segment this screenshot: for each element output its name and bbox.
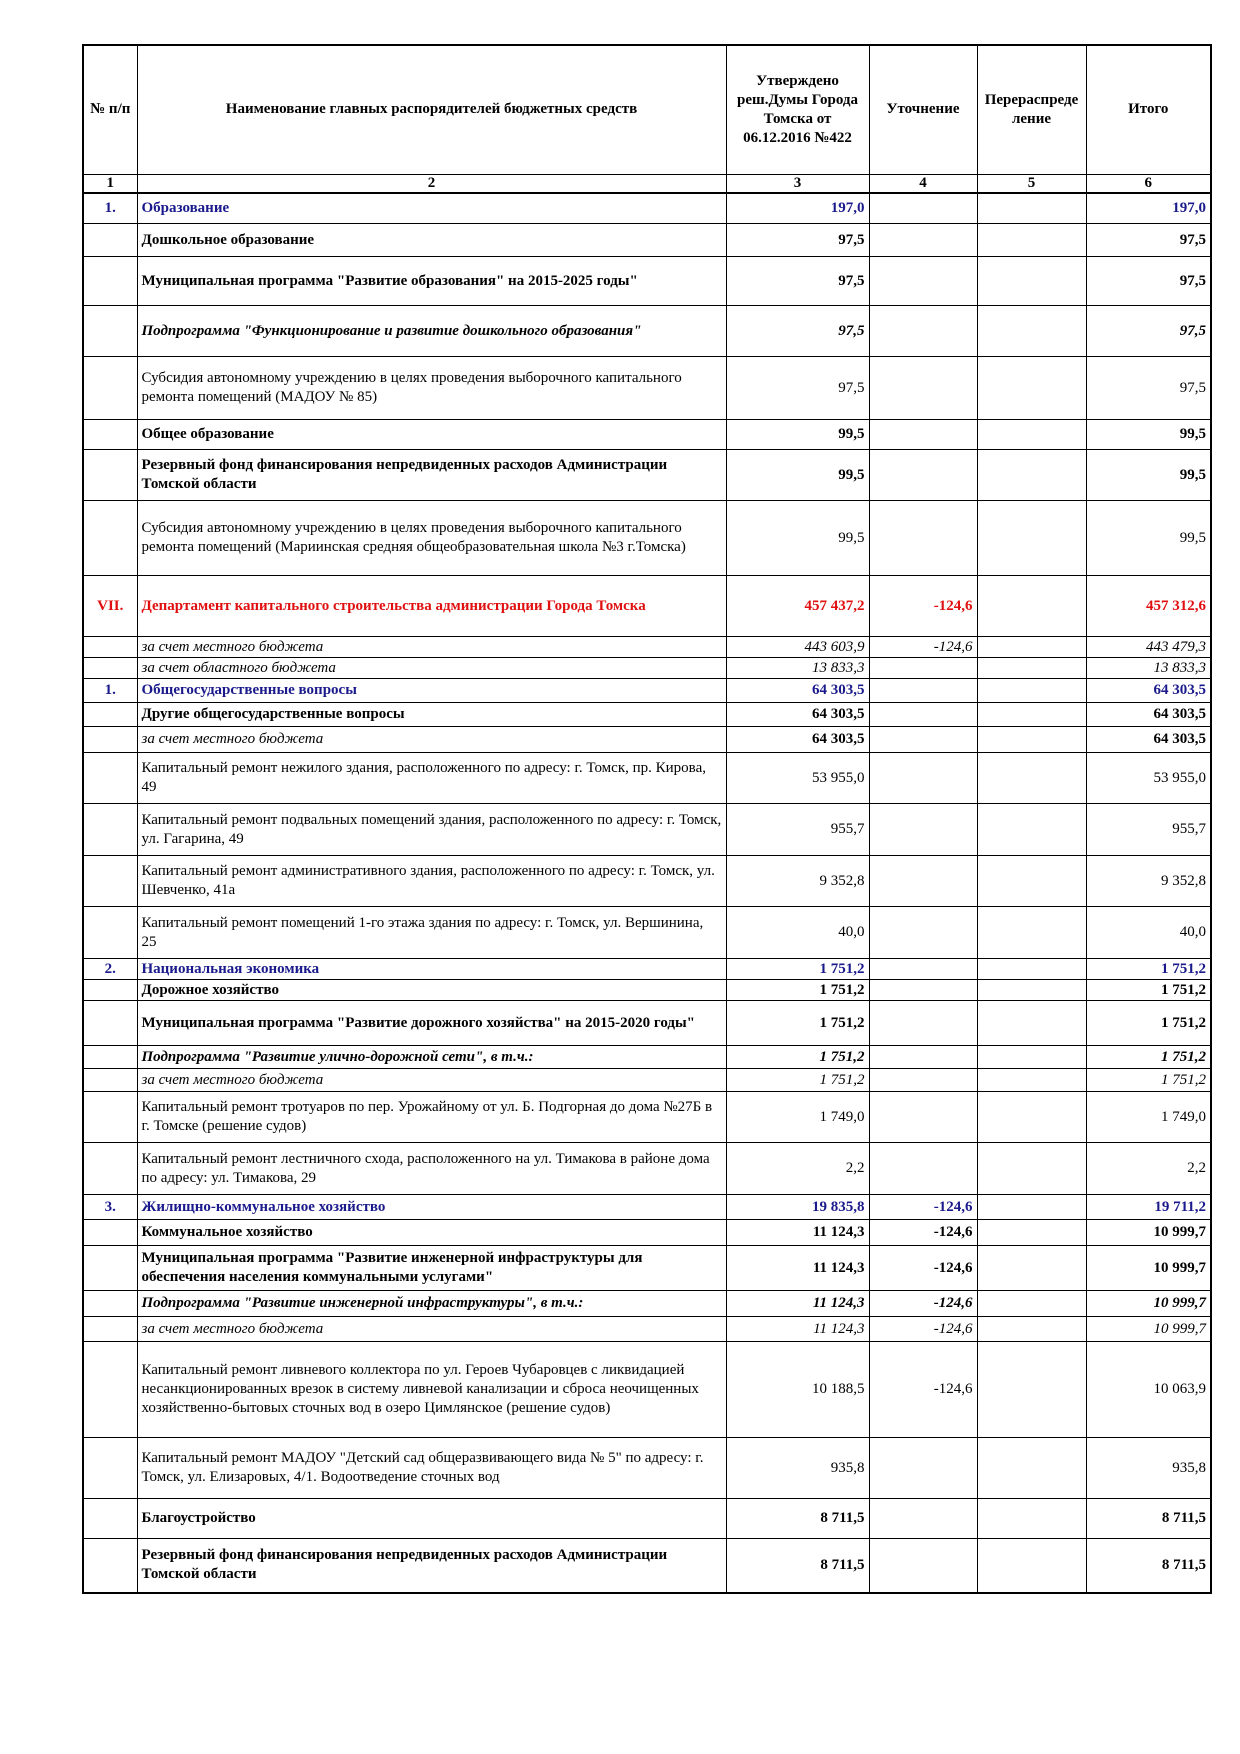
row-clarification: -124,6 [869, 1195, 977, 1220]
column-number: 4 [869, 174, 977, 193]
row-redistribution [977, 658, 1086, 679]
row-approved: 64 303,5 [726, 703, 869, 727]
row-clarification [869, 679, 977, 703]
row-number [83, 450, 137, 501]
row-name: Департамент капитального строительства администрации Города Томска [137, 576, 726, 637]
row-number [83, 306, 137, 357]
table-row [83, 257, 1211, 306]
row-redistribution [977, 856, 1086, 907]
row-number [83, 501, 137, 576]
row-redistribution [977, 357, 1086, 420]
row-approved: 8 711,5 [726, 1539, 869, 1593]
row-approved: 11 124,3 [726, 1220, 869, 1246]
row-name: Резервный фонд финансирования непредвиденных расходов Администрации Томской области [137, 1539, 726, 1593]
row-total: 64 303,5 [1086, 703, 1211, 727]
row-approved: 97,5 [726, 357, 869, 420]
table-row [83, 306, 1211, 357]
row-clarification: -124,6 [869, 576, 977, 637]
row-redistribution [977, 224, 1086, 257]
table-row [83, 804, 1211, 856]
row-name: Капитальный ремонт тротуаров по пер. Урожайному от ул. Б. Подгорная до дома №27Б в г. Томске (решение судов) [137, 1092, 726, 1143]
row-approved: 99,5 [726, 501, 869, 576]
row-redistribution [977, 1438, 1086, 1499]
row-name: Дорожное хозяйство [137, 980, 726, 1001]
row-name: Подпрограмма "Развитие улично-дорожной сети", в т.ч.: [137, 1046, 726, 1069]
table-row [83, 753, 1211, 804]
table-row [83, 193, 1211, 224]
table-row [83, 679, 1211, 703]
table-row [83, 1092, 1211, 1143]
row-approved: 935,8 [726, 1438, 869, 1499]
row-total: 2,2 [1086, 1143, 1211, 1195]
row-clarification [869, 357, 977, 420]
row-name: Национальная экономика [137, 959, 726, 980]
row-number [83, 224, 137, 257]
row-name: Муниципальная программа "Развитие образования" на 2015-2025 годы" [137, 257, 726, 306]
row-total: 10 999,7 [1086, 1317, 1211, 1342]
row-clarification: -124,6 [869, 1246, 977, 1291]
row-total: 40,0 [1086, 907, 1211, 959]
row-redistribution [977, 1092, 1086, 1143]
row-clarification [869, 856, 977, 907]
row-name: Общее образование [137, 420, 726, 450]
row-clarification [869, 1092, 977, 1143]
row-clarification [869, 193, 977, 224]
row-approved: 64 303,5 [726, 679, 869, 703]
row-total: 1 751,2 [1086, 1069, 1211, 1092]
row-redistribution [977, 306, 1086, 357]
table-row [83, 357, 1211, 420]
row-redistribution [977, 637, 1086, 658]
row-name: Муниципальная программа "Развитие инженерной инфраструктуры для обеспечения населения коммунальными услугами" [137, 1246, 726, 1291]
row-redistribution [977, 907, 1086, 959]
row-number [83, 357, 137, 420]
row-number [83, 1001, 137, 1046]
row-clarification [869, 703, 977, 727]
table-row [83, 450, 1211, 501]
row-redistribution [977, 193, 1086, 224]
row-total: 10 063,9 [1086, 1342, 1211, 1438]
row-redistribution [977, 450, 1086, 501]
row-total: 19 711,2 [1086, 1195, 1211, 1220]
row-number [83, 658, 137, 679]
table-row [83, 637, 1211, 658]
row-clarification [869, 1438, 977, 1499]
row-approved: 11 124,3 [726, 1317, 869, 1342]
column-number: 3 [726, 174, 869, 193]
table-row [83, 703, 1211, 727]
row-redistribution [977, 1342, 1086, 1438]
row-clarification: -124,6 [869, 1317, 977, 1342]
row-total: 64 303,5 [1086, 679, 1211, 703]
row-total: 1 749,0 [1086, 1092, 1211, 1143]
row-name: Капитальный ремонт административного здания, расположенного по адресу: г. Томск, ул. Шевченко, 41а [137, 856, 726, 907]
row-approved: 197,0 [726, 193, 869, 224]
row-clarification [869, 420, 977, 450]
row-number: 3. [83, 1195, 137, 1220]
row-name: Коммунальное хозяйство [137, 1220, 726, 1246]
row-name: Жилищно-коммунальное хозяйство [137, 1195, 726, 1220]
row-clarification [869, 1539, 977, 1593]
row-name: за счет местного бюджета [137, 1069, 726, 1092]
row-total: 935,8 [1086, 1438, 1211, 1499]
table-row [83, 1069, 1211, 1092]
row-clarification [869, 1069, 977, 1092]
row-approved: 9 352,8 [726, 856, 869, 907]
row-name: Общегосударственные вопросы [137, 679, 726, 703]
row-name: Субсидия автономному учреждению в целях проведения выборочного капитального ремонта помещений (Мариинская средняя общеобразовательная школа №3 г.Томска) [137, 501, 726, 576]
row-number: 2. [83, 959, 137, 980]
row-total: 97,5 [1086, 357, 1211, 420]
row-clarification [869, 804, 977, 856]
column-number-row [83, 174, 1211, 193]
row-approved: 955,7 [726, 804, 869, 856]
row-name: Капитальный ремонт лестничного схода, расположенного на ул. Тимакова в районе дома по адресу: ул. Тимакова, 29 [137, 1143, 726, 1195]
table-row [83, 1246, 1211, 1291]
row-clarification: -124,6 [869, 1342, 977, 1438]
row-number [83, 1046, 137, 1069]
row-name: Капитальный ремонт подвальных помещений здания, расположенного по адресу: г. Томск, ул. Гагарина, 49 [137, 804, 726, 856]
table-row [83, 420, 1211, 450]
header-col-clarification: Уточнение [869, 45, 977, 174]
row-approved: 64 303,5 [726, 727, 869, 753]
table-row [83, 980, 1211, 1001]
row-approved: 19 835,8 [726, 1195, 869, 1220]
row-name: Дошкольное образование [137, 224, 726, 257]
row-approved: 99,5 [726, 450, 869, 501]
header-col-name: Наименование главных распорядителей бюджетных средств [137, 45, 726, 174]
row-name: Подпрограмма "Развитие инженерной инфраструктуры", в т.ч.: [137, 1291, 726, 1317]
table-row [83, 1499, 1211, 1539]
row-total: 443 479,3 [1086, 637, 1211, 658]
header-col-redistribution: Перераспреде ление [977, 45, 1086, 174]
column-number: 2 [137, 174, 726, 193]
table-row [83, 1539, 1211, 1593]
budget-sheet [82, 44, 1210, 1594]
row-clarification [869, 1143, 977, 1195]
row-redistribution [977, 576, 1086, 637]
row-total: 9 352,8 [1086, 856, 1211, 907]
row-approved: 11 124,3 [726, 1291, 869, 1317]
row-clarification [869, 907, 977, 959]
row-number [83, 907, 137, 959]
row-name: Подпрограмма "Функционирование и развитие дошкольного образования" [137, 306, 726, 357]
row-number [83, 1342, 137, 1438]
row-total: 10 999,7 [1086, 1291, 1211, 1317]
row-number [83, 420, 137, 450]
row-number [83, 1317, 137, 1342]
row-number [83, 637, 137, 658]
row-clarification [869, 658, 977, 679]
row-approved: 8 711,5 [726, 1499, 869, 1539]
row-approved: 1 751,2 [726, 1001, 869, 1046]
row-number [83, 1499, 137, 1539]
row-number [83, 856, 137, 907]
row-number [83, 1291, 137, 1317]
table-row [83, 1317, 1211, 1342]
column-number: 1 [83, 174, 137, 193]
row-clarification [869, 753, 977, 804]
row-number [83, 257, 137, 306]
table-row [83, 224, 1211, 257]
row-total: 10 999,7 [1086, 1246, 1211, 1291]
row-redistribution [977, 1001, 1086, 1046]
row-clarification: -124,6 [869, 1220, 977, 1246]
row-redistribution [977, 1499, 1086, 1539]
row-approved: 97,5 [726, 257, 869, 306]
row-name: Другие общегосударственные вопросы [137, 703, 726, 727]
row-number [83, 727, 137, 753]
header-row [83, 45, 1211, 174]
row-number [83, 1143, 137, 1195]
row-number [83, 1092, 137, 1143]
row-total: 8 711,5 [1086, 1499, 1211, 1539]
row-approved: 13 833,3 [726, 658, 869, 679]
row-clarification [869, 257, 977, 306]
row-total: 1 751,2 [1086, 1001, 1211, 1046]
row-approved: 2,2 [726, 1143, 869, 1195]
row-number [83, 980, 137, 1001]
row-redistribution [977, 1246, 1086, 1291]
row-approved: 1 749,0 [726, 1092, 869, 1143]
row-redistribution [977, 1046, 1086, 1069]
header-col-total: Итого [1086, 45, 1211, 174]
row-total: 1 751,2 [1086, 980, 1211, 1001]
row-total: 13 833,3 [1086, 658, 1211, 679]
header-col-number: № п/п [83, 45, 137, 174]
row-number: 1. [83, 679, 137, 703]
row-redistribution [977, 679, 1086, 703]
table-row [83, 1143, 1211, 1195]
row-redistribution [977, 703, 1086, 727]
row-total: 97,5 [1086, 257, 1211, 306]
row-clarification [869, 501, 977, 576]
row-name: Капитальный ремонт помещений 1-го этажа здания по адресу: г. Томск, ул. Вершинина, 25 [137, 907, 726, 959]
row-name: за счет местного бюджета [137, 637, 726, 658]
row-redistribution [977, 1143, 1086, 1195]
table-row [83, 501, 1211, 576]
table-row [83, 1342, 1211, 1438]
row-clarification: -124,6 [869, 1291, 977, 1317]
row-approved: 97,5 [726, 306, 869, 357]
row-number: 1. [83, 193, 137, 224]
row-total: 10 999,7 [1086, 1220, 1211, 1246]
row-clarification [869, 980, 977, 1001]
row-clarification [869, 1499, 977, 1539]
table-row [83, 576, 1211, 637]
row-total: 99,5 [1086, 420, 1211, 450]
row-approved: 1 751,2 [726, 1069, 869, 1092]
row-approved: 40,0 [726, 907, 869, 959]
row-total: 1 751,2 [1086, 959, 1211, 980]
table-row [83, 1220, 1211, 1246]
row-clarification: -124,6 [869, 637, 977, 658]
row-redistribution [977, 1220, 1086, 1246]
row-approved: 99,5 [726, 420, 869, 450]
column-number: 6 [1086, 174, 1211, 193]
row-total: 99,5 [1086, 450, 1211, 501]
row-approved: 443 603,9 [726, 637, 869, 658]
row-redistribution [977, 959, 1086, 980]
row-number [83, 1069, 137, 1092]
row-approved: 1 751,2 [726, 959, 869, 980]
row-clarification [869, 1001, 977, 1046]
table-row [83, 1438, 1211, 1499]
row-number [83, 804, 137, 856]
table-row [83, 1195, 1211, 1220]
row-redistribution [977, 1195, 1086, 1220]
row-redistribution [977, 1291, 1086, 1317]
row-approved: 97,5 [726, 224, 869, 257]
row-approved: 10 188,5 [726, 1342, 869, 1438]
row-number [83, 1220, 137, 1246]
table-row [83, 727, 1211, 753]
row-number [83, 1246, 137, 1291]
row-approved: 457 437,2 [726, 576, 869, 637]
row-redistribution [977, 1069, 1086, 1092]
row-clarification [869, 306, 977, 357]
row-number [83, 1539, 137, 1593]
budget-table [82, 44, 1212, 1594]
row-redistribution [977, 753, 1086, 804]
row-clarification [869, 224, 977, 257]
row-redistribution [977, 980, 1086, 1001]
row-total: 955,7 [1086, 804, 1211, 856]
row-name: Капитальный ремонт МАДОУ "Детский сад общеразвивающего вида № 5" по адресу: г. Томск, ул. Елизаровых, 4/1. Водоотведение сточных вод [137, 1438, 726, 1499]
row-redistribution [977, 1539, 1086, 1593]
row-total: 8 711,5 [1086, 1539, 1211, 1593]
row-total: 457 312,6 [1086, 576, 1211, 637]
header-col-approved: Утверждено реш.Думы Города Томска от 06.12.2016 №422 [726, 45, 869, 174]
row-name: Благоустройство [137, 1499, 726, 1539]
row-total: 97,5 [1086, 224, 1211, 257]
row-clarification [869, 959, 977, 980]
table-row [83, 959, 1211, 980]
table-row [83, 1046, 1211, 1069]
row-name: Капитальный ремонт ливневого коллектора по ул. Героев Чубаровцев с ликвидацией несанкционированных врезок в систему ливневой канализации и сброса неочищенных хозяйственно-бытовых сточных вод в озеро Цимлянское (решение судов) [137, 1342, 726, 1438]
row-total: 197,0 [1086, 193, 1211, 224]
row-redistribution [977, 257, 1086, 306]
row-name: за счет местного бюджета [137, 1317, 726, 1342]
row-name: за счет областного бюджета [137, 658, 726, 679]
row-total: 64 303,5 [1086, 727, 1211, 753]
row-redistribution [977, 420, 1086, 450]
table-row [83, 856, 1211, 907]
row-name: Капитальный ремонт нежилого здания, расположенного по адресу: г. Томск, пр. Кирова, 49 [137, 753, 726, 804]
row-clarification [869, 450, 977, 501]
row-clarification [869, 727, 977, 753]
table-row [83, 1001, 1211, 1046]
row-name: Субсидия автономному учреждению в целях проведения выборочного капитального ремонта помещений (МАДОУ № 85) [137, 357, 726, 420]
table-body [83, 193, 1211, 1593]
row-approved: 11 124,3 [726, 1246, 869, 1291]
row-number [83, 703, 137, 727]
row-total: 1 751,2 [1086, 1046, 1211, 1069]
table-row [83, 1291, 1211, 1317]
row-total: 99,5 [1086, 501, 1211, 576]
row-name: Образование [137, 193, 726, 224]
row-number [83, 753, 137, 804]
table-row [83, 907, 1211, 959]
row-name: Резервный фонд финансирования непредвиденных расходов Администрации Томской области [137, 450, 726, 501]
column-number: 5 [977, 174, 1086, 193]
row-number [83, 1438, 137, 1499]
row-redistribution [977, 804, 1086, 856]
row-approved: 1 751,2 [726, 1046, 869, 1069]
row-approved: 1 751,2 [726, 980, 869, 1001]
row-name: Муниципальная программа "Развитие дорожного хозяйства" на 2015-2020 годы" [137, 1001, 726, 1046]
row-name: за счет местного бюджета [137, 727, 726, 753]
row-redistribution [977, 727, 1086, 753]
table-row [83, 658, 1211, 679]
row-clarification [869, 1046, 977, 1069]
row-total: 97,5 [1086, 306, 1211, 357]
row-total: 53 955,0 [1086, 753, 1211, 804]
row-redistribution [977, 1317, 1086, 1342]
row-redistribution [977, 501, 1086, 576]
row-number: VII. [83, 576, 137, 637]
row-approved: 53 955,0 [726, 753, 869, 804]
